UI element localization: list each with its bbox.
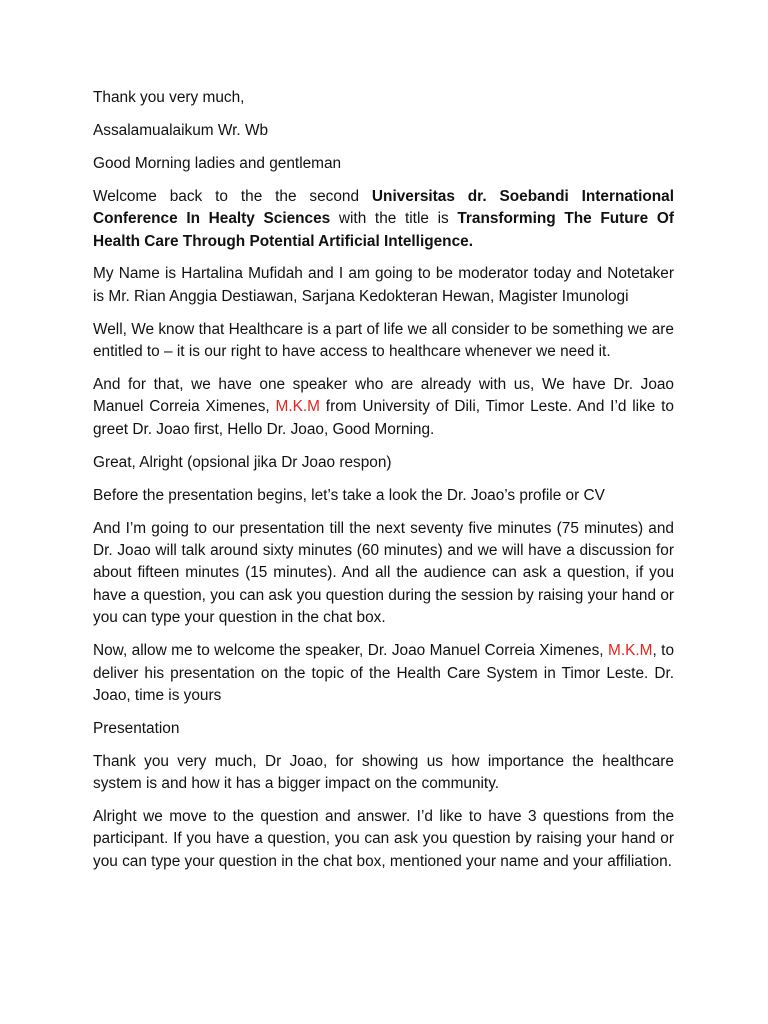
welcome-text-start: Welcome back to the the second [93, 187, 372, 205]
paragraph-healthcare-right: Well, We know that Healthcare is a part of life we all consider to be something we are entitled to – it is our right to have access to healthcare whenever we need it. [93, 320, 674, 361]
speaker-degree-highlight: M.K.M [275, 398, 320, 416]
speaker-degree-highlight-2: M.K.M [608, 642, 653, 660]
paragraph-thanks: Thank you very much, [93, 89, 245, 106]
paragraph-greeting-salam: Assalamualaikum Wr. Wb [93, 121, 269, 139]
paragraph-profile-cv: Before the presentation begins, let’s take a look the Dr. Joao’s profile or CV [93, 486, 605, 504]
conference-name: Universitas dr. Soebandi International Conference In Healty Sciences [93, 187, 674, 228]
paragraph-welcome-speaker [93, 640, 674, 707]
paragraph-moderator: My Name is Hartalina Mufidah and I am going to be moderator today and Notetaker is Mr. Rian Anggia Destiawan, Sarjana Kedokteran Hewan, Magister Imunologi [93, 265, 674, 305]
paragraph-thanks-speaker: Thank you very much, Dr Joao, for showing us how importance the healthcare system is and how it has a bigger impact on the community. [93, 752, 674, 793]
paragraph-question-answer: Alright we move to the question and answer. I’d like to have 3 questions from the participant. If you have a question, you can ask you question by raising your hand or you can type your question in the chat box, mentioned your name and your affiliation. [93, 808, 674, 870]
paragraph-welcome [93, 186, 674, 253]
paragraph-good-morning: Good Morning ladies and gentleman [93, 154, 342, 172]
speaker-intro-end: from University of Dili, Timor Leste. And I’d like to greet Dr. Joao first, Hello Dr. Joao, Good Morning. [93, 398, 674, 438]
document-page [93, 87, 674, 884]
paragraph-great-alright: Great, Alright (opsional jika Dr Joao respon) [93, 453, 392, 471]
welcome-text-middle: with the title is [330, 210, 458, 228]
welcome-speaker-end: , to deliver his presentation on the topic of the Health Care System in Timor Leste. Dr. Joao, time is yours [93, 642, 675, 704]
paragraph-schedule: And I’m going to our presentation till the next seventy five minutes (75 minutes) and Dr. Joao will talk around sixty minutes (60 minutes) and we will have a discussion for about fifteen minutes (15 minutes). And all the audience can ask a question, if you have a question, you can ask you question during the session by raising your hand or you can type your question in the chat box. [93, 519, 674, 627]
welcome-speaker-start: Now, allow me to welcome the speaker, Dr. Joao Manuel Correia Ximenes, [93, 642, 608, 660]
paragraph-speaker-intro [93, 374, 674, 441]
speaker-intro-start: And for that, we have one speaker who are already with us, We have Dr. Joao Manuel Correia Ximenes, [93, 376, 674, 416]
paragraph-presentation: Presentation [93, 719, 180, 737]
conference-title: Transforming The Future Of Health Care Through Potential Artificial Intelligence. [93, 210, 674, 250]
